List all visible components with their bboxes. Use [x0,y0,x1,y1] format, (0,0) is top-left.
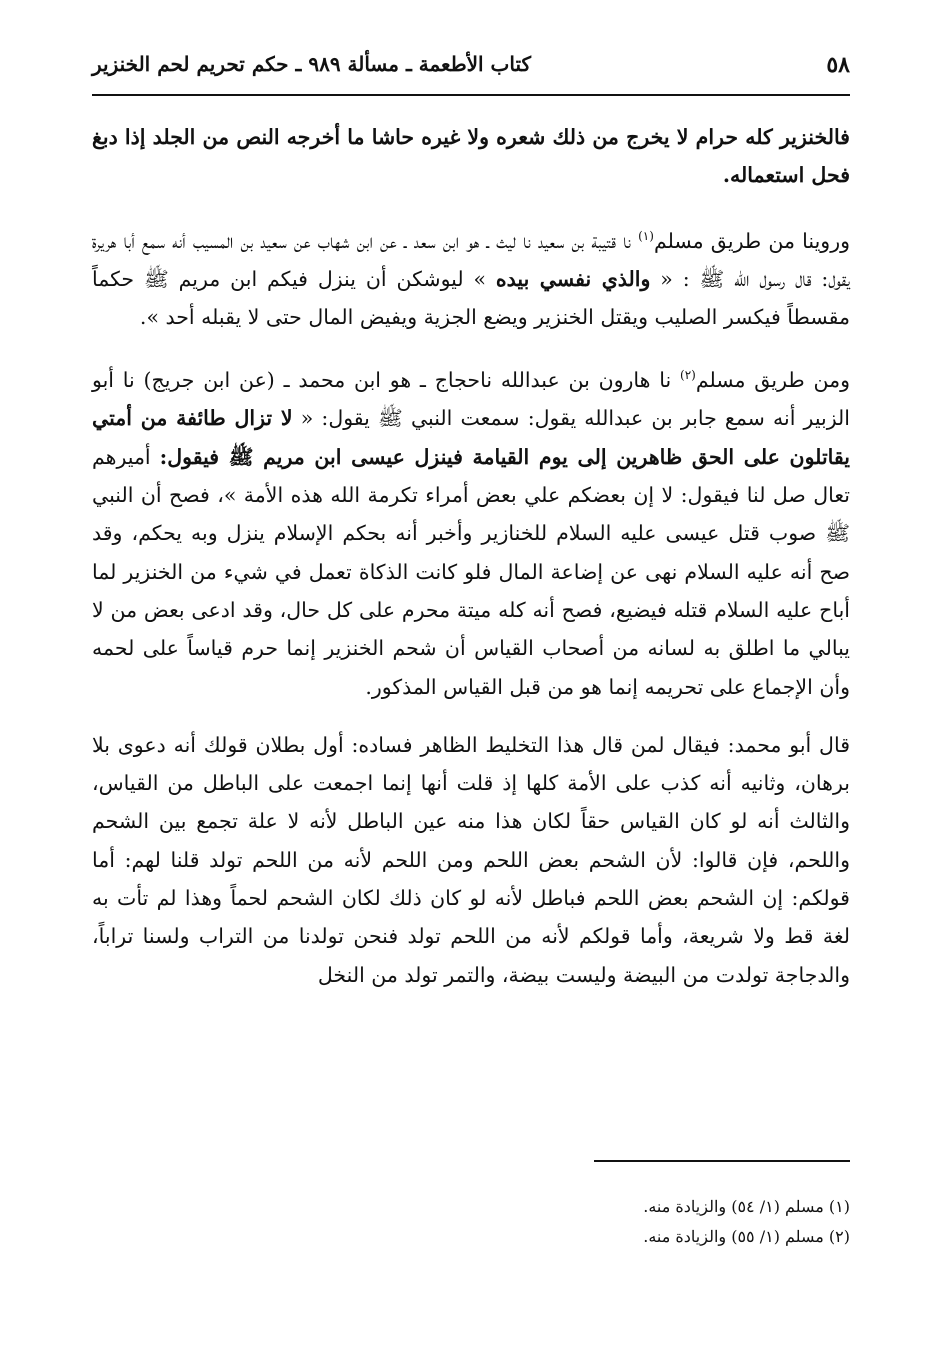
paragraph-4 [92,726,850,994]
hadith-bold-text: لا تزال طائفة من أمتي يقاتلون على الحق ظاهرين إلى يوم القيامة فينزل عيسى ابن مريم ﷺ فيقول: [92,406,850,469]
paragraph-2-part: وروينا من طريق مسلم [653,228,850,253]
paragraph-3-part: أميرهم تعال صل لنا فيقول: لا إن بعضكم علي بعض أمراء تكرمة الله هذه الأمة »، فصح أن النبي ﷺ صوب قتل عيسى عليه السلام للخنازير وأخبر أنه بحكم الإسلام ينزل وبه يحكم، وقد صح أنه عليه السلام نهى عن إضاعة المال فلو كانت الذكاة تعمل في شيء من الخنزير لما أباح عليه السلام قتله فيضيع، فصح أنه كله ميتة محرم على كل حال، وقد ادعى بعض من لا يبالي ما اطلق به لسانه من أصحاب القياس أن شحم الخنزير إنما حرم قياساً على لحمه وأن الإجماع على تحريمه إنما هو من قبل القياس المذكور. [92,444,850,699]
footnote-rule [594,1160,850,1162]
footnotes [92,1192,850,1252]
paragraph-4-text: قال أبو محمد: فيقال لمن قال هذا التخليط الظاهر فساده: أول بطلان قولك أنه دعوى بلا برهان، وثانيه أنه كذب على الأمة كلها إذ قلت أنها إنما اجمعت على الباطل من القياس، والثالث أنه لو كان القياس حقاً لكان هذا منه عين الباطل لأنه لا علة تجمع بين الشحم واللحم، فإن قالوا: لأن الشحم بعض اللحم ومن اللحم لأنه من اللحم تولد قلنا لهم: أما قولكم: إن الشحم بعض اللحم فباطل لأنه لو كان ذلك لكان الشحم لحماً وهذا لم تأت به لغة قط ولا شريعة، وأما قولكم لأنه من اللحم تولد فنحن تولدنا من التراب ولسنا تراباً، والدجاجة تولدت من البيضة وليست بيضة، والتمر تولد من النخل [92,732,850,987]
footnote-ref-1: (١) [638,228,654,243]
main-text [92,118,850,1014]
paragraph-1 [92,118,850,195]
paragraph-2-part: نا قتيبة بن سعيد نا ليث ـ هو ابن سعد ـ عن ابن شهاب عن سعيد بن المسيب أنه سمع أبا هريرة يقول: قال رسول الله ﷺ : « [92,228,851,291]
paragraph-3-part: ومن طريق مسلم [695,368,850,393]
page-header [92,50,850,90]
paragraph-2-part: » ليوشكن أن ينزل فيكم ابن مريم ﷺ حكماً مقسطاً فيكسر الصليب ويقتل الخنزير ويضع الجزية ويفيض المال حتى لا يقبله أحد ». [92,266,850,330]
footnote-1: (١) مسلم (١/ ٥٤) والزيادة منه. [643,1197,850,1216]
paragraph-3-part: نا هارون بن عبدالله ناحجاج ـ هو ابن محمد ـ (عن ابن جريج) نا أبو الزبير أنه سمع جابر بن عبدالله يقول: سمعت النبي ﷺ يقول: « [92,368,850,431]
footnote-2: (٢) مسلم (١/ ٥٥) والزيادة منه. [643,1227,850,1246]
page-number: ٥٨ [826,52,850,78]
paragraph-1-text: فالخنزير كله حرام لا يخرج من ذلك شعره ولا غيره حاشا ما أخرجه النص من الجلد إذا دبغ فحل استعماله. [92,125,850,188]
paragraph-3 [92,356,850,706]
running-title: كتاب الأطعمة ـ مسألة ٩٨٩ ـ حكم تحريم لحم الخنزير [92,52,532,76]
footnote-ref-2: (٢) [680,368,696,383]
header-rule [92,94,850,96]
hadith-bold-text: والذي نفسي بيده [495,266,651,291]
paragraph-2 [92,217,850,337]
